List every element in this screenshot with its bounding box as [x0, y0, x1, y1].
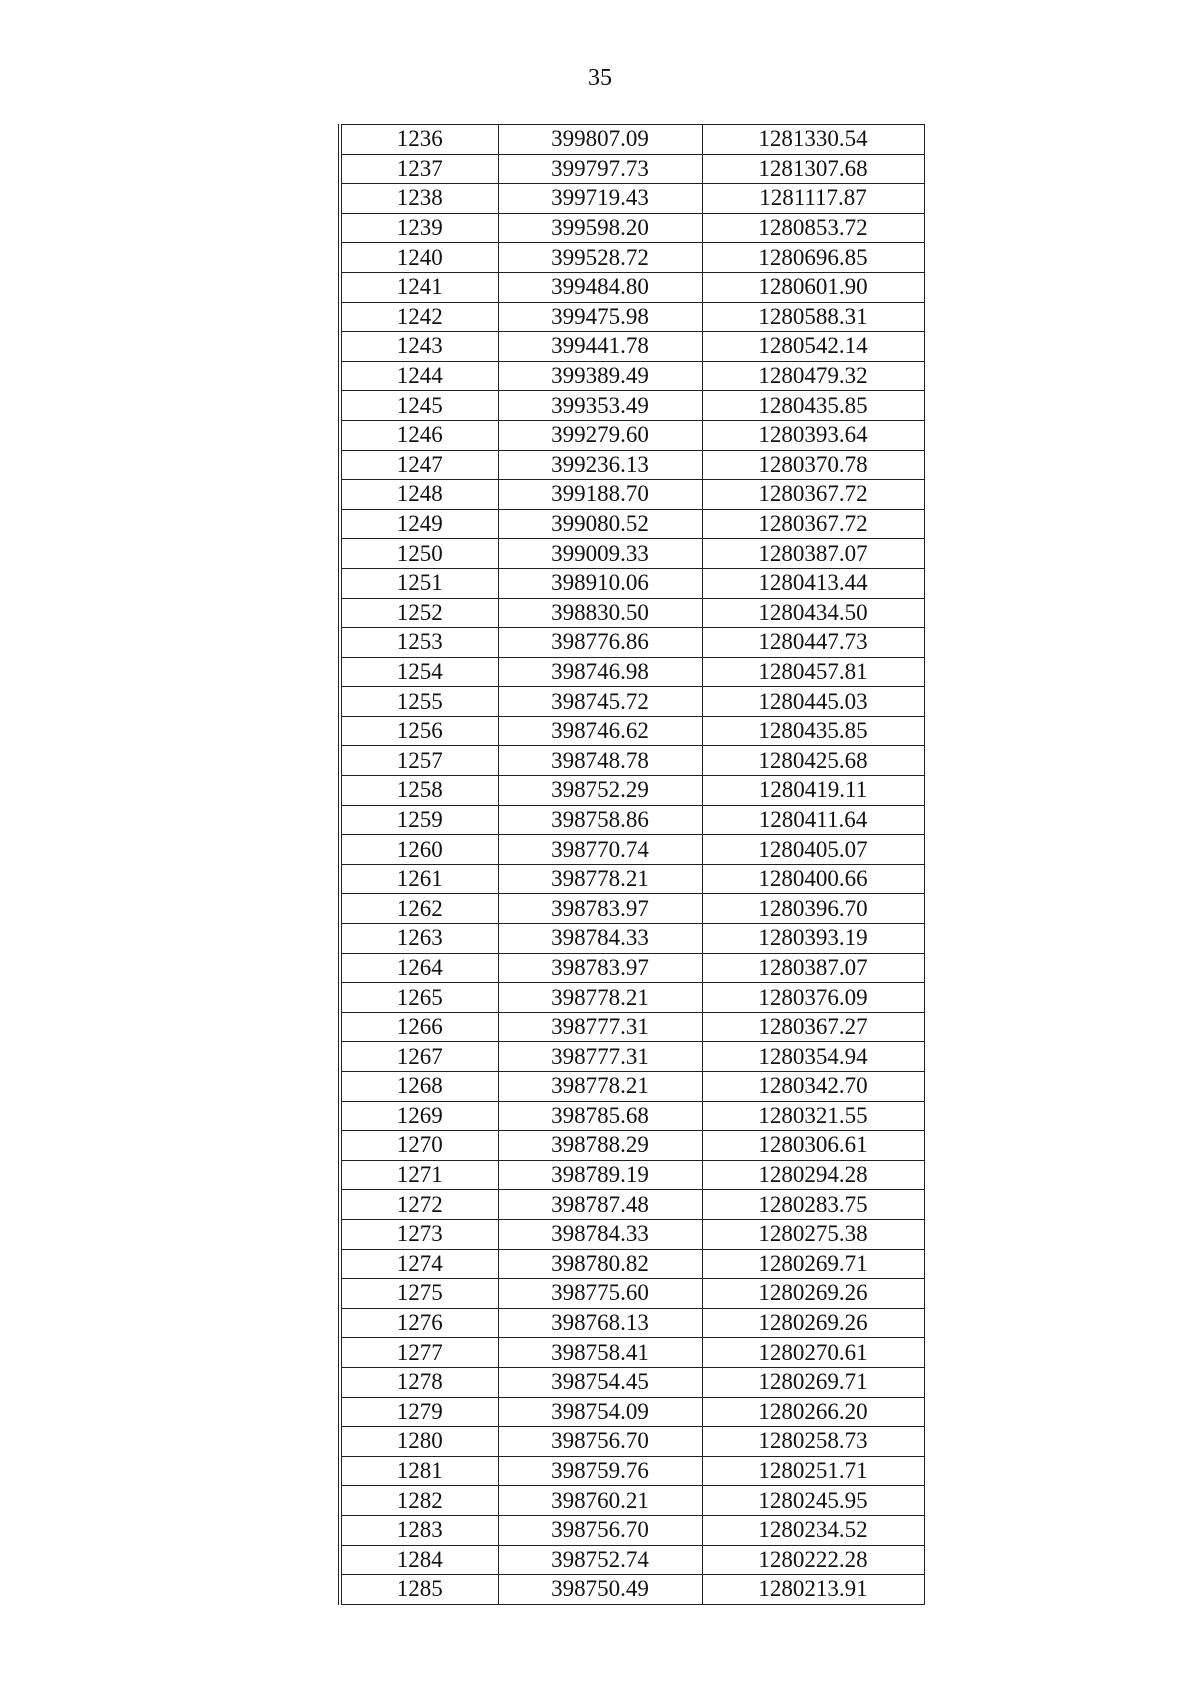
y-coordinate-cell: 1280367.72: [702, 509, 924, 539]
point-number-cell: 1261: [340, 864, 498, 894]
x-coordinate-cell: 398788.29: [498, 1131, 702, 1161]
x-coordinate-cell: 398758.86: [498, 805, 702, 835]
y-coordinate-cell: 1280367.72: [702, 480, 924, 510]
point-number-cell: 1242: [340, 302, 498, 332]
x-coordinate-cell: 398775.60: [498, 1279, 702, 1309]
x-coordinate-cell: 399807.09: [498, 125, 702, 155]
table-row: [340, 332, 924, 362]
y-coordinate-cell: 1280251.71: [702, 1456, 924, 1486]
table-row: [340, 1338, 924, 1368]
table-row: [340, 213, 924, 243]
point-number-cell: 1265: [340, 983, 498, 1013]
y-coordinate-cell: 1280588.31: [702, 302, 924, 332]
point-number-cell: 1252: [340, 598, 498, 628]
point-number-cell: 1245: [340, 391, 498, 421]
x-coordinate-cell: 399719.43: [498, 184, 702, 214]
point-number-cell: 1254: [340, 657, 498, 687]
point-number-cell: 1268: [340, 1072, 498, 1102]
table-row: [340, 805, 924, 835]
x-coordinate-cell: 398752.29: [498, 776, 702, 806]
point-number-cell: 1270: [340, 1131, 498, 1161]
point-number-cell: 1278: [340, 1367, 498, 1397]
y-coordinate-cell: 1280266.20: [702, 1397, 924, 1427]
point-number-cell: 1247: [340, 450, 498, 480]
x-coordinate-cell: 399236.13: [498, 450, 702, 480]
point-number-cell: 1251: [340, 568, 498, 598]
y-coordinate-cell: 1280283.75: [702, 1190, 924, 1220]
y-coordinate-cell: 1280270.61: [702, 1338, 924, 1368]
point-number-cell: 1248: [340, 480, 498, 510]
x-coordinate-cell: 398760.21: [498, 1486, 702, 1516]
table-row: [340, 1486, 924, 1516]
point-number-cell: 1274: [340, 1249, 498, 1279]
table-row: [340, 953, 924, 983]
y-coordinate-cell: 1281307.68: [702, 154, 924, 184]
table-row: [340, 361, 924, 391]
table-row: [340, 1219, 924, 1249]
table-row: [340, 539, 924, 569]
x-coordinate-cell: 398770.74: [498, 835, 702, 865]
point-number-cell: 1250: [340, 539, 498, 569]
table-row: [340, 924, 924, 954]
table-row: [340, 687, 924, 717]
table-row: [340, 894, 924, 924]
point-number-cell: 1249: [340, 509, 498, 539]
point-number-cell: 1264: [340, 953, 498, 983]
y-coordinate-cell: 1280258.73: [702, 1427, 924, 1457]
table-row: [340, 391, 924, 421]
table-row: [340, 1072, 924, 1102]
point-number-cell: 1275: [340, 1279, 498, 1309]
point-number-cell: 1271: [340, 1160, 498, 1190]
point-number-cell: 1255: [340, 687, 498, 717]
point-number-cell: 1237: [340, 154, 498, 184]
y-coordinate-cell: 1280269.26: [702, 1279, 924, 1309]
x-coordinate-cell: 399279.60: [498, 420, 702, 450]
table-row: [340, 1367, 924, 1397]
point-number-cell: 1246: [340, 420, 498, 450]
x-coordinate-cell: 399188.70: [498, 480, 702, 510]
y-coordinate-cell: 1280222.28: [702, 1545, 924, 1575]
table-row: [340, 1012, 924, 1042]
point-number-cell: 1276: [340, 1308, 498, 1338]
table-row: [340, 983, 924, 1013]
table-row: [340, 1249, 924, 1279]
table-row: [340, 835, 924, 865]
x-coordinate-cell: 398759.76: [498, 1456, 702, 1486]
x-coordinate-cell: 398778.21: [498, 864, 702, 894]
point-number-cell: 1253: [340, 628, 498, 658]
x-coordinate-cell: 399080.52: [498, 509, 702, 539]
y-coordinate-cell: 1280445.03: [702, 687, 924, 717]
x-coordinate-cell: 398748.78: [498, 746, 702, 776]
x-coordinate-cell: 398778.21: [498, 1072, 702, 1102]
y-coordinate-cell: 1280387.07: [702, 953, 924, 983]
y-coordinate-cell: 1280269.71: [702, 1367, 924, 1397]
y-coordinate-cell: 1280245.95: [702, 1486, 924, 1516]
x-coordinate-cell: 398776.86: [498, 628, 702, 658]
x-coordinate-cell: 398778.21: [498, 983, 702, 1013]
point-number-cell: 1267: [340, 1042, 498, 1072]
point-number-cell: 1283: [340, 1515, 498, 1545]
table-row: [340, 1515, 924, 1545]
point-number-cell: 1257: [340, 746, 498, 776]
x-coordinate-cell: 398758.41: [498, 1338, 702, 1368]
x-coordinate-cell: 398783.97: [498, 894, 702, 924]
y-coordinate-cell: 1280342.70: [702, 1072, 924, 1102]
point-number-cell: 1238: [340, 184, 498, 214]
point-number-cell: 1272: [340, 1190, 498, 1220]
y-coordinate-cell: 1281330.54: [702, 125, 924, 155]
point-number-cell: 1277: [340, 1338, 498, 1368]
y-coordinate-cell: 1280853.72: [702, 213, 924, 243]
y-coordinate-cell: 1280400.66: [702, 864, 924, 894]
y-coordinate-cell: 1280447.73: [702, 628, 924, 658]
y-coordinate-cell: 1280294.28: [702, 1160, 924, 1190]
x-coordinate-cell: 399528.72: [498, 243, 702, 273]
table-row: [340, 716, 924, 746]
page-number: 35: [588, 65, 612, 91]
table-row: [340, 125, 924, 155]
x-coordinate-cell: 399009.33: [498, 539, 702, 569]
y-coordinate-cell: 1280435.85: [702, 391, 924, 421]
x-coordinate-cell: 398754.09: [498, 1397, 702, 1427]
y-coordinate-cell: 1280396.70: [702, 894, 924, 924]
table-row: [340, 509, 924, 539]
table-row: [340, 1545, 924, 1575]
table-row: [340, 1131, 924, 1161]
y-coordinate-cell: 1280393.19: [702, 924, 924, 954]
table-row: [340, 657, 924, 687]
x-coordinate-cell: 398745.72: [498, 687, 702, 717]
x-coordinate-cell: 398752.74: [498, 1545, 702, 1575]
y-coordinate-cell: 1280387.07: [702, 539, 924, 569]
table-row: [340, 1279, 924, 1309]
y-coordinate-cell: 1280393.64: [702, 420, 924, 450]
x-coordinate-cell: 398780.82: [498, 1249, 702, 1279]
y-coordinate-cell: 1280601.90: [702, 272, 924, 302]
point-number-cell: 1256: [340, 716, 498, 746]
x-coordinate-cell: 398768.13: [498, 1308, 702, 1338]
point-number-cell: 1258: [340, 776, 498, 806]
point-number-cell: 1269: [340, 1101, 498, 1131]
y-coordinate-cell: 1281117.87: [702, 184, 924, 214]
y-coordinate-cell: 1280413.44: [702, 568, 924, 598]
point-number-cell: 1260: [340, 835, 498, 865]
y-coordinate-cell: 1280269.26: [702, 1308, 924, 1338]
x-coordinate-cell: 398750.49: [498, 1575, 702, 1605]
y-coordinate-cell: 1280367.27: [702, 1012, 924, 1042]
x-coordinate-cell: 398787.48: [498, 1190, 702, 1220]
table-row: [340, 154, 924, 184]
x-coordinate-cell: 398910.06: [498, 568, 702, 598]
y-coordinate-cell: 1280370.78: [702, 450, 924, 480]
point-number-cell: 1285: [340, 1575, 498, 1605]
y-coordinate-cell: 1280234.52: [702, 1515, 924, 1545]
table-row: [340, 272, 924, 302]
table-row: [340, 1575, 924, 1605]
x-coordinate-cell: 398756.70: [498, 1515, 702, 1545]
x-coordinate-cell: 399389.49: [498, 361, 702, 391]
x-coordinate-cell: 398789.19: [498, 1160, 702, 1190]
point-number-cell: 1240: [340, 243, 498, 273]
y-coordinate-cell: 1280376.09: [702, 983, 924, 1013]
table-row: [340, 598, 924, 628]
x-coordinate-cell: 399441.78: [498, 332, 702, 362]
point-number-cell: 1243: [340, 332, 498, 362]
table-row: [340, 302, 924, 332]
table-row: [340, 1456, 924, 1486]
x-coordinate-cell: 398777.31: [498, 1042, 702, 1072]
y-coordinate-cell: 1280457.81: [702, 657, 924, 687]
table-row: [340, 420, 924, 450]
x-coordinate-cell: 398830.50: [498, 598, 702, 628]
point-number-cell: 1284: [340, 1545, 498, 1575]
table-row: [340, 1101, 924, 1131]
table-row: [340, 450, 924, 480]
point-number-cell: 1282: [340, 1486, 498, 1516]
y-coordinate-cell: 1280696.85: [702, 243, 924, 273]
y-coordinate-cell: 1280425.68: [702, 746, 924, 776]
table-row: [340, 1160, 924, 1190]
x-coordinate-cell: 399598.20: [498, 213, 702, 243]
x-coordinate-cell: 398746.62: [498, 716, 702, 746]
y-coordinate-cell: 1280306.61: [702, 1131, 924, 1161]
table-row: [340, 864, 924, 894]
coordinates-table-body: [340, 125, 924, 1605]
x-coordinate-cell: 398746.98: [498, 657, 702, 687]
table-row: [340, 776, 924, 806]
y-coordinate-cell: 1280411.64: [702, 805, 924, 835]
point-number-cell: 1273: [340, 1219, 498, 1249]
table-row: [340, 243, 924, 273]
y-coordinate-cell: 1280542.14: [702, 332, 924, 362]
table-row: [340, 1190, 924, 1220]
x-coordinate-cell: 398783.97: [498, 953, 702, 983]
table-row: [340, 1042, 924, 1072]
table-row: [340, 1308, 924, 1338]
table-row: [340, 628, 924, 658]
y-coordinate-cell: 1280213.91: [702, 1575, 924, 1605]
x-coordinate-cell: 399484.80: [498, 272, 702, 302]
table-row: [340, 184, 924, 214]
y-coordinate-cell: 1280435.85: [702, 716, 924, 746]
y-coordinate-cell: 1280405.07: [702, 835, 924, 865]
y-coordinate-cell: 1280479.32: [702, 361, 924, 391]
coordinates-table: [338, 124, 925, 1605]
point-number-cell: 1263: [340, 924, 498, 954]
y-coordinate-cell: 1280354.94: [702, 1042, 924, 1072]
y-coordinate-cell: 1280269.71: [702, 1249, 924, 1279]
table-row: [340, 1427, 924, 1457]
point-number-cell: 1266: [340, 1012, 498, 1042]
point-number-cell: 1262: [340, 894, 498, 924]
table-row: [340, 480, 924, 510]
table-row: [340, 746, 924, 776]
point-number-cell: 1259: [340, 805, 498, 835]
point-number-cell: 1239: [340, 213, 498, 243]
table-row: [340, 568, 924, 598]
x-coordinate-cell: 399353.49: [498, 391, 702, 421]
x-coordinate-cell: 398756.70: [498, 1427, 702, 1457]
point-number-cell: 1236: [340, 125, 498, 155]
y-coordinate-cell: 1280434.50: [702, 598, 924, 628]
point-number-cell: 1241: [340, 272, 498, 302]
x-coordinate-cell: 398777.31: [498, 1012, 702, 1042]
y-coordinate-cell: 1280321.55: [702, 1101, 924, 1131]
x-coordinate-cell: 399797.73: [498, 154, 702, 184]
point-number-cell: 1279: [340, 1397, 498, 1427]
point-number-cell: 1280: [340, 1427, 498, 1457]
x-coordinate-cell: 398754.45: [498, 1367, 702, 1397]
x-coordinate-cell: 399475.98: [498, 302, 702, 332]
x-coordinate-cell: 398784.33: [498, 924, 702, 954]
y-coordinate-cell: 1280275.38: [702, 1219, 924, 1249]
point-number-cell: 1244: [340, 361, 498, 391]
y-coordinate-cell: 1280419.11: [702, 776, 924, 806]
point-number-cell: 1281: [340, 1456, 498, 1486]
table-row: [340, 1397, 924, 1427]
x-coordinate-cell: 398785.68: [498, 1101, 702, 1131]
x-coordinate-cell: 398784.33: [498, 1219, 702, 1249]
